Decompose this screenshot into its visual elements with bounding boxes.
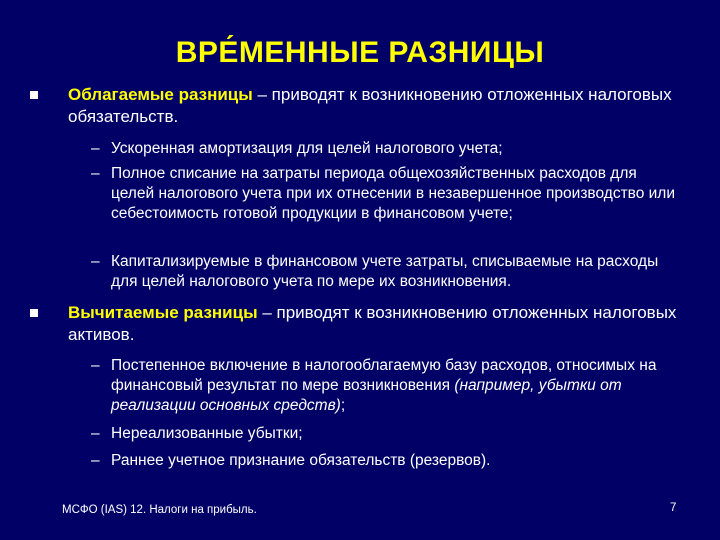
sub-item-tail: ; — [340, 397, 346, 414]
bullet-text — [68, 302, 680, 346]
square-bullet-icon — [30, 91, 38, 99]
bullet-description: – приводят к возникновению отложенных налоговых активов. — [68, 303, 677, 344]
square-bullet-icon — [30, 309, 38, 317]
sub-item-text: Полное списание на затраты периода общехозяйственных расходов для целей налогового учета при их отнесении в незавершенное производство или себестоимость готовой продукции в финансовом учете; — [111, 165, 676, 222]
sub-item-example: (например, убытки от реализации основных средств) — [111, 377, 622, 414]
sub-item-text — [111, 356, 681, 416]
bullet-heading: Облагаемые разницы — [68, 85, 253, 104]
sub-item-main: Постепенное включение в налогооблагаемую базу расходов, относимых на финансовый результат по мере возникновения — [111, 357, 657, 394]
sub-item-text: Капитализируемые в финансовом учете затраты, списываемые на расходы для целей налогового учета по мере их возникновения. — [111, 253, 659, 290]
dash-marker: – — [91, 357, 100, 374]
dash-marker: – — [91, 452, 100, 469]
bullet-taxable-differences — [30, 84, 680, 128]
dash-marker: – — [91, 165, 100, 182]
footer-text: МСФО (IAS) 12. Налоги на прибыль. — [62, 504, 257, 516]
sub-item-text: Раннее учетное признание обязательств (резервов). — [111, 452, 491, 469]
slide-title: ВРЕ́МЕННЫЕ РАЗНИЦЫ — [175, 36, 545, 69]
bullet-description: – приводят к возникновению отложенных налоговых обязательств. — [68, 85, 672, 126]
sub-item — [91, 139, 681, 159]
dash-marker: – — [91, 253, 100, 270]
sub-item — [91, 451, 681, 471]
sub-item — [91, 424, 681, 444]
dash-marker: – — [91, 140, 100, 157]
sub-item — [91, 252, 681, 292]
sub-item — [91, 164, 681, 224]
sub-item — [91, 356, 681, 416]
bullet-deductible-differences — [30, 302, 680, 346]
dash-marker: – — [91, 425, 100, 442]
bullet-text — [68, 84, 680, 128]
sub-item-text: Нереализованные убытки; — [111, 425, 303, 442]
sub-item-text: Ускоренная амортизация для целей налогового учета; — [111, 140, 503, 157]
page-number: 7 — [670, 502, 677, 514]
bullet-heading: Вычитаемые разницы — [68, 303, 258, 322]
